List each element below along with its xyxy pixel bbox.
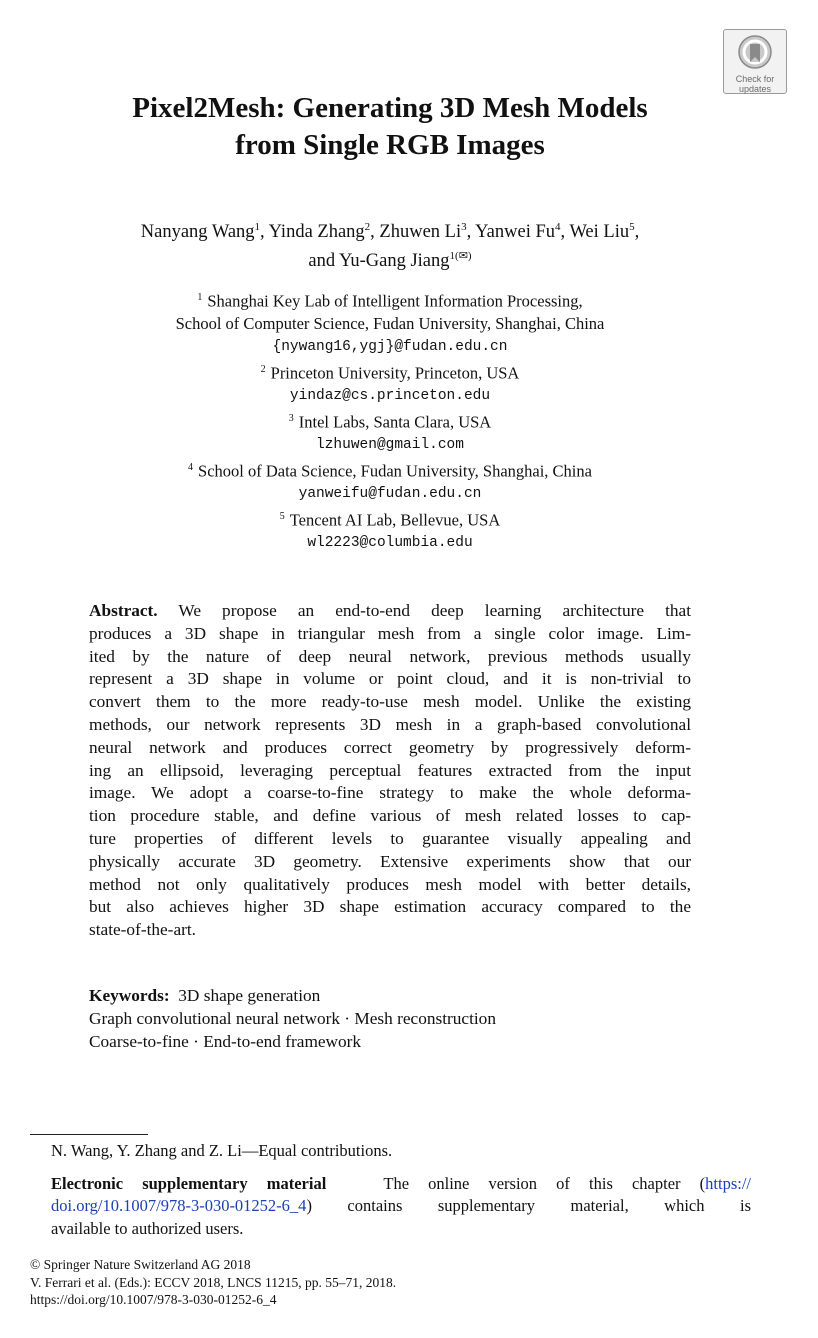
equal-contribution-note: N. Wang, Y. Zhang and Z. Li—Equal contributions. [51,1141,393,1160]
keywords [89,984,709,1053]
esm-line-2: doi.org/10.1007/978-3-030-01252-6_4) contains supplementary material, which is [51,1196,751,1215]
abstract-line: Abstract. We propose an end-to-end deep learning architecture that [89,601,691,620]
abstract-line: convert them to the more ready-to-use mesh model. Unlike the existing [89,692,691,712]
author-sup: 3 [461,221,467,233]
author-line-2 [0,244,780,273]
copyright-block [30,1256,730,1309]
email-link[interactable]: {nywang16,ygj}@fudan.edu.cn [272,339,508,356]
abstract-line: tion procedure stable, and define various of mesh related losses to cap- [89,806,691,826]
doi-link-part1[interactable]: https:// [705,1173,751,1193]
doi-link-part2[interactable]: doi.org/10.1007/978-3-030-01252-6_4 [51,1196,307,1215]
email-link[interactable]: wl2223@columbia.edu [307,535,473,552]
affiliation-2: $^2$ Princeton University, Princeton, USA [260,363,520,383]
email-link[interactable]: lzhuwen@gmail.com [316,437,464,454]
author-sup: 2 [364,221,371,233]
affiliation-3: $^3$ Intel Labs, Santa Clara, USA [288,412,492,432]
badge-label-line1: Check for [735,74,775,84]
badge-label-line2: updates [738,84,772,94]
abstract [89,600,691,942]
abstract-line: neural network and produces correct geometry by progressively deform- [89,737,691,757]
footnotes [51,1140,751,1240]
author-sup: 1(✉) [449,250,472,263]
citation-line: V. Ferrari et al. (Eds.): ECCV 2018, LNCS 11215, pp. 55–71, 2018. [30,1274,397,1290]
footnote-rule [30,1134,148,1135]
author-sup: 4 [555,221,561,233]
abstract-line: image. We adopt a coarse-to-fine strategy to make the whole deforma- [89,783,691,803]
author-sup: 5 [629,221,635,233]
author-name: , Yanwei Fu [466,222,556,243]
abstract-line: ing an ellipsoid, leveraging perceptual features extracted from the input [89,760,691,780]
keywords-line-1: Keywords: 3D shape generation [89,986,321,1005]
abstract-line: state-of-the-art. [89,920,196,940]
title-line-2: from Single RGB Images [235,129,545,161]
author-sup: 1 [254,221,261,233]
abstract-label: Abstract. [89,601,158,620]
author-separator: , [634,222,640,243]
abstract-line: ture properties of different levels to guarantee visually appealing and [89,828,691,848]
author-name: , Wei Liu [560,222,630,243]
author-list [0,215,780,273]
title-line-1: Pixel2Mesh: Generating 3D Mesh Models [132,92,648,124]
author-name: Nanyang Wang [140,222,255,243]
affiliation-4: $^4$ School of Data Science, Fudan University, Shanghai, China [188,461,592,481]
abstract-line: produces a 3D shape in triangular mesh from a single color image. Lim- [89,623,691,643]
email-link[interactable]: yindaz@cs.princeton.edu [289,388,491,405]
esm-line-1: Electronic supplementary material The online version of this chapter (https:// [51,1173,751,1193]
abstract-line: represent a 3D shape in volume or point cloud, and it is non-trivial to [89,669,691,689]
abstract-line: physically accurate 3D geometry. Extensive experiments show that our [89,851,691,871]
author-name: , Zhuwen Li [370,222,462,243]
email-link[interactable]: yanweifu@fudan.edu.cn [298,486,482,503]
check-for-updates-badge[interactable] [723,29,787,94]
affiliation-5: $^5$ Tencent AI Lab, Bellevue, USA [279,510,501,530]
affiliation-list [0,287,780,555]
affiliation-1: $^1$ Shanghai Key Lab of Intelligent Information Processing, [197,291,583,311]
abstract-line: ited by the nature of deep neural network, previous methods usually [89,646,691,666]
paper-title [0,90,780,164]
author-name: , Yinda Zhang [260,222,365,243]
author-name: and Yu-Gang Jiang [308,251,450,272]
keywords-label: Keywords: [89,986,170,1005]
abstract-line: but also achieves higher 3D shape estimation accuracy compared to the [89,897,691,917]
keywords-line-3: Coarse-to-fine · End-to-end framework [89,1032,362,1051]
copyright-line: © Springer Nature Switzerland AG 2018 [30,1257,251,1272]
abstract-line: methods, our network represents 3D mesh in a graph-based convolutional [89,714,691,734]
keywords-line-2: Graph convolutional neural network · Mesh reconstruction [89,1009,496,1028]
bookmark-refresh-icon [737,34,773,70]
esm-line-3: available to authorized users. [51,1218,244,1238]
author-line-1 [0,215,780,244]
abstract-line: method not only qualitatively produces mesh model with better details, [89,874,691,894]
affiliation-1-line2: School of Computer Science, Fudan University, Shanghai, China [175,314,605,334]
esm-label: Electronic supplementary material [51,1173,327,1193]
doi-line[interactable]: https://doi.org/10.1007/978-3-030-01252-6_4 [30,1292,277,1307]
